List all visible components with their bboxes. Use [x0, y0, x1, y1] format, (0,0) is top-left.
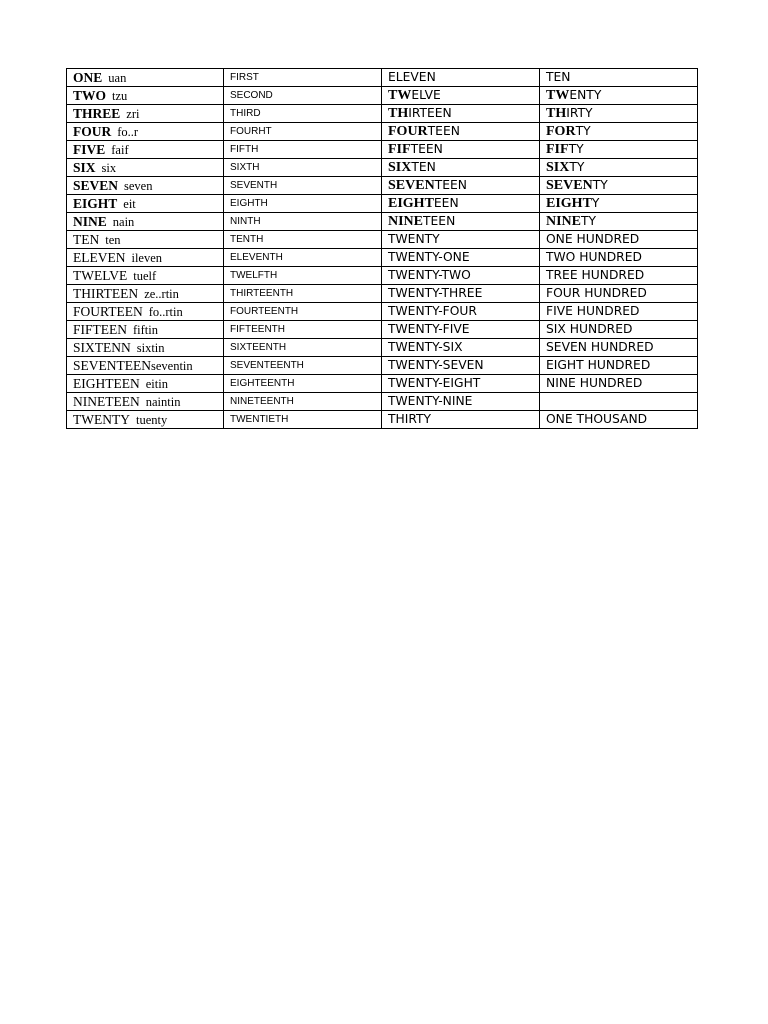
tens-cell — [540, 357, 698, 375]
cardinal-cell — [67, 249, 224, 267]
cardinal-cell — [67, 105, 224, 123]
table-row — [67, 411, 698, 429]
cardinal-word: FOURTEEN — [73, 303, 143, 319]
tens-suffix: FOUR HUNDRED — [546, 286, 647, 300]
teen-suffix: TWENTY-EIGHT — [388, 376, 481, 390]
cardinal-word: FOUR — [73, 123, 112, 139]
pronunciation: seventin — [151, 358, 193, 373]
teen-cell — [382, 195, 540, 213]
tens-suffix: TEN — [546, 70, 571, 84]
tens-suffix: ENTY — [569, 88, 602, 102]
tens-cell — [540, 159, 698, 177]
pronunciation: six — [101, 160, 117, 175]
teen-stem: FIF — [388, 142, 411, 157]
ordinal-cell: SIXTH — [224, 159, 382, 177]
teen-cell — [382, 141, 540, 159]
teen-cell — [382, 249, 540, 267]
cardinal-word: SEVEN — [73, 177, 119, 193]
table-row — [67, 195, 698, 213]
ordinal-cell: SIXTEENTH — [224, 339, 382, 357]
pronunciation: uan — [108, 70, 127, 85]
tens-suffix: TY — [581, 214, 597, 228]
cardinal-cell — [67, 213, 224, 231]
tens-stem: SEVEN — [546, 178, 593, 193]
cardinal-word: ELEVEN — [73, 249, 126, 265]
tens-suffix: TY — [568, 142, 584, 156]
teen-suffix: THIRTY — [388, 412, 432, 426]
teen-cell — [382, 105, 540, 123]
teen-stem: SIX — [388, 160, 412, 175]
pronunciation: seven — [124, 178, 153, 193]
table-row — [67, 285, 698, 303]
pronunciation: tuelf — [133, 268, 157, 283]
ordinal-cell: SECOND — [224, 87, 382, 105]
table-row — [67, 357, 698, 375]
teen-stem: EIGHT — [388, 196, 434, 211]
cardinal-word: SIXTENN — [73, 339, 131, 355]
tens-cell — [540, 105, 698, 123]
cardinal-cell — [67, 285, 224, 303]
teen-suffix: ELVE — [411, 88, 441, 102]
table-row — [67, 249, 698, 267]
ordinal-cell: THIRTEENTH — [224, 285, 382, 303]
teen-suffix: TWENTY-ONE — [388, 250, 470, 264]
tens-cell — [540, 393, 698, 411]
cardinal-word: TWELVE — [73, 267, 128, 283]
cardinal-cell — [67, 123, 224, 141]
tens-suffix: IRTY — [566, 106, 593, 120]
cardinal-cell — [67, 411, 224, 429]
ordinal-cell: THIRD — [224, 105, 382, 123]
table-row — [67, 303, 698, 321]
tens-cell — [540, 321, 698, 339]
teen-cell — [382, 393, 540, 411]
pronunciation: naintin — [145, 394, 181, 409]
tens-suffix: FIVE HUNDRED — [546, 304, 640, 318]
cardinal-cell — [67, 321, 224, 339]
table-row — [67, 213, 698, 231]
table-row — [67, 141, 698, 159]
pronunciation: ten — [105, 232, 121, 247]
tens-suffix: TY — [575, 124, 591, 138]
numbers-table — [66, 68, 698, 429]
cardinal-cell — [67, 267, 224, 285]
pronunciation: tuenty — [135, 412, 168, 427]
table-row — [67, 123, 698, 141]
tens-cell — [540, 177, 698, 195]
cardinal-cell — [67, 393, 224, 411]
tens-suffix: ONE HUNDRED — [546, 232, 640, 246]
teen-stem: SEVEN — [388, 178, 435, 193]
pronunciation: nain — [112, 214, 135, 229]
ordinal-cell: FIFTEENTH — [224, 321, 382, 339]
teen-suffix: TWENTY-SEVEN — [388, 358, 484, 372]
tens-stem: EIGHT — [546, 196, 592, 211]
tens-stem: SIX — [546, 160, 570, 175]
ordinal-cell: FOURHT — [224, 123, 382, 141]
pronunciation: eit — [123, 196, 136, 211]
table-row — [67, 393, 698, 411]
tens-suffix: ONE THOUSAND — [546, 412, 648, 426]
teen-suffix: TWENTY-SIX — [388, 340, 463, 354]
cardinal-word: SIX — [73, 159, 96, 175]
tens-suffix: NINE HUNDRED — [546, 376, 643, 390]
tens-stem: NINE — [546, 214, 582, 229]
cardinal-word: TWENTY — [73, 411, 130, 427]
teen-suffix: TWENTY-FIVE — [388, 322, 470, 336]
cardinal-word: EIGHTEEN — [73, 375, 140, 391]
ordinal-cell: FIFTH — [224, 141, 382, 159]
teen-suffix: TEEN — [427, 124, 460, 138]
cardinal-word: THIRTEEN — [73, 285, 139, 301]
tens-cell — [540, 303, 698, 321]
teen-stem: TW — [388, 88, 412, 103]
tens-cell — [540, 285, 698, 303]
teen-suffix: TWENTY-FOUR — [388, 304, 477, 318]
table-row — [67, 159, 698, 177]
pronunciation: sixtin — [136, 340, 165, 355]
teen-cell — [382, 69, 540, 87]
tens-cell — [540, 249, 698, 267]
ordinal-cell: TENTH — [224, 231, 382, 249]
cardinal-cell — [67, 177, 224, 195]
cardinal-cell — [67, 159, 224, 177]
ordinal-cell: SEVENTH — [224, 177, 382, 195]
tens-cell — [540, 69, 698, 87]
table-row — [67, 339, 698, 357]
tens-suffix: TY — [569, 160, 585, 174]
cardinal-cell — [67, 141, 224, 159]
table-row — [67, 321, 698, 339]
cardinal-word: FIFTEEN — [73, 321, 127, 337]
tens-cell — [540, 339, 698, 357]
teen-suffix: EEN — [433, 196, 459, 210]
teen-cell — [382, 123, 540, 141]
tens-cell — [540, 195, 698, 213]
tens-suffix: TWO HUNDRED — [546, 250, 642, 264]
teen-suffix: TEN — [411, 160, 436, 174]
teen-suffix: TWENTY — [388, 232, 440, 246]
tens-suffix: SEVEN HUNDRED — [546, 340, 654, 354]
teen-cell — [382, 267, 540, 285]
table-row — [67, 69, 698, 87]
table-row — [67, 87, 698, 105]
tens-suffix: EIGHT HUNDRED — [546, 358, 651, 372]
pronunciation: fo..rtin — [148, 304, 183, 319]
tens-stem: FIF — [546, 142, 569, 157]
pronunciation: ileven — [131, 250, 163, 265]
tens-cell — [540, 375, 698, 393]
pronunciation: eitin — [145, 376, 168, 391]
teen-suffix: TEEN — [410, 142, 443, 156]
tens-cell — [540, 231, 698, 249]
pronunciation: fo..r — [117, 124, 139, 139]
table-row — [67, 177, 698, 195]
teen-cell — [382, 213, 540, 231]
cardinal-word: NINETEEN — [73, 393, 140, 409]
tens-suffix: SIX HUNDRED — [546, 322, 633, 336]
cardinal-cell — [67, 375, 224, 393]
teen-cell — [382, 87, 540, 105]
ordinal-cell: TWELFTH — [224, 267, 382, 285]
pronunciation: tzu — [112, 88, 128, 103]
tens-suffix: Y — [591, 196, 600, 210]
ordinal-cell: FOURTEENTH — [224, 303, 382, 321]
pronunciation: faif — [111, 142, 129, 157]
teen-cell — [382, 177, 540, 195]
ordinal-cell: FIRST — [224, 69, 382, 87]
pronunciation: fiftin — [133, 322, 158, 337]
teen-suffix: ELEVEN — [388, 70, 436, 84]
tens-stem: FOR — [546, 124, 576, 139]
ordinal-cell: NINTH — [224, 213, 382, 231]
tens-cell — [540, 411, 698, 429]
table-row — [67, 105, 698, 123]
cardinal-cell — [67, 69, 224, 87]
pronunciation: zri — [126, 106, 140, 121]
cardinal-cell — [67, 357, 224, 375]
teen-cell — [382, 303, 540, 321]
teen-cell — [382, 375, 540, 393]
ordinal-cell: SEVENTEENTH — [224, 357, 382, 375]
cardinal-cell — [67, 339, 224, 357]
cardinal-word: THREE — [73, 105, 121, 121]
teen-suffix: TEEN — [434, 178, 467, 192]
tens-cell — [540, 267, 698, 285]
cardinal-word: EIGHT — [73, 195, 118, 211]
tens-stem: TW — [546, 88, 570, 103]
teen-suffix: IRTEEN — [408, 106, 452, 120]
ordinal-cell: TWENTIETH — [224, 411, 382, 429]
teen-cell — [382, 159, 540, 177]
cardinal-cell — [67, 303, 224, 321]
teen-cell — [382, 231, 540, 249]
teen-stem: FOUR — [388, 124, 428, 139]
cardinal-word: TWO — [73, 87, 107, 103]
table-row — [67, 267, 698, 285]
teen-stem: TH — [388, 106, 409, 121]
teen-suffix: TWENTY-TWO — [388, 268, 471, 282]
cardinal-word: NINE — [73, 213, 107, 229]
cardinal-cell — [67, 87, 224, 105]
tens-suffix: TREE HUNDRED — [546, 268, 645, 282]
cardinal-word: FIVE — [73, 141, 106, 157]
ordinal-cell: EIGHTEENTH — [224, 375, 382, 393]
cardinal-word: TEN — [73, 231, 100, 247]
tens-cell — [540, 87, 698, 105]
cardinal-word: SEVENTEEN — [73, 357, 151, 373]
teen-cell — [382, 411, 540, 429]
teen-cell — [382, 357, 540, 375]
teen-stem: NINE — [388, 214, 424, 229]
pronunciation: ze..rtin — [144, 286, 179, 301]
tens-cell — [540, 213, 698, 231]
teen-cell — [382, 339, 540, 357]
tens-cell — [540, 123, 698, 141]
ordinal-cell: EIGHTH — [224, 195, 382, 213]
tens-suffix: TY — [592, 178, 608, 192]
teen-suffix: TWENTY-NINE — [388, 394, 473, 408]
cardinal-word: ONE — [73, 69, 103, 85]
table-row — [67, 231, 698, 249]
tens-cell — [540, 141, 698, 159]
teen-suffix: TEEN — [423, 214, 456, 228]
teen-cell — [382, 285, 540, 303]
teen-cell — [382, 321, 540, 339]
ordinal-cell: ELEVENTH — [224, 249, 382, 267]
teen-suffix: TWENTY-THREE — [388, 286, 483, 300]
cardinal-cell — [67, 195, 224, 213]
ordinal-cell: NINETEENTH — [224, 393, 382, 411]
table-row — [67, 375, 698, 393]
tens-stem: TH — [546, 106, 567, 121]
cardinal-cell — [67, 231, 224, 249]
numbers-table-body — [67, 69, 698, 429]
